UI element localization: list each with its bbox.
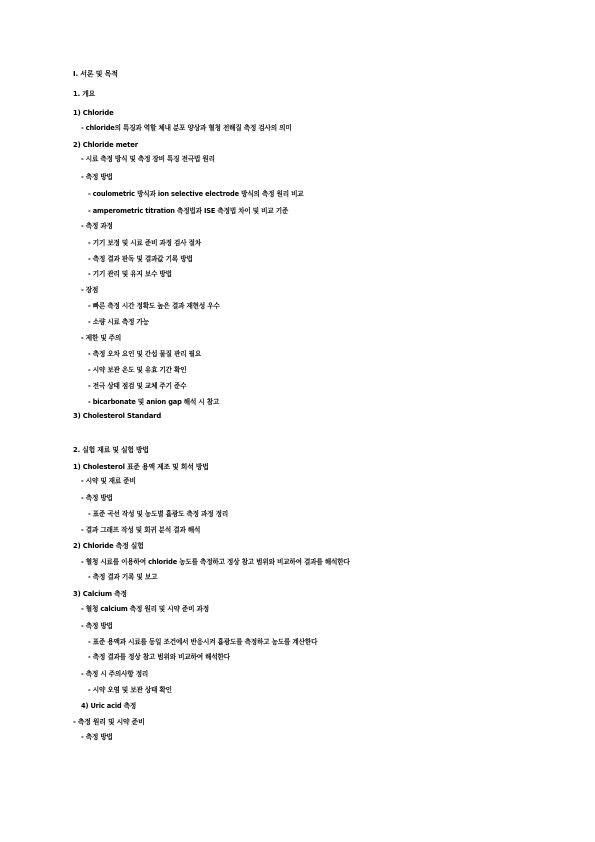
doc-line-bullet: - amperometric titration 측정법과 ISE 측정법 차이 및 비교 기준	[88, 207, 289, 215]
doc-line-bullet: - 측정 결과를 정상 참고 범위와 비교하여 해석한다	[88, 653, 230, 661]
doc-line-bullet: - 빠른 측정 시간 정확도 높은 결과 재현성 우수	[88, 302, 220, 310]
doc-line-bullet: - 시약 보관 온도 및 유효 기간 확인	[88, 366, 187, 374]
doc-line-bullet: - 전극 상태 점검 및 교체 주기 준수	[88, 382, 187, 390]
doc-line-bullet: - 제한 및 주의	[81, 334, 122, 342]
doc-line-bullet: - 혈청 시료를 이용하여 chloride 농도를 측정하고 정상 참고 범위와 비교하여 결과를 해석한다	[81, 558, 350, 566]
doc-line-section: 1. 개요	[73, 90, 96, 98]
doc-line-bullet: - 측정 오차 요인 및 간섭 물질 관리 필요	[88, 350, 202, 358]
doc-line-bullet: - 측정 과정	[81, 222, 113, 230]
doc-line-bullet: - 장점	[81, 286, 99, 294]
doc-line-bullet: - 결과 그래프 작성 및 회귀 분석 결과 해석	[81, 526, 201, 534]
doc-line-bullet: - coulometric 방식과 ion selective electrode 방식의 측정 원리 비교	[88, 190, 304, 198]
doc-line-bullet: - 소량 시료 측정 가능	[88, 318, 149, 326]
doc-line-bullet: - 기기 보정 및 시료 준비 과정 검사 절차	[88, 239, 202, 247]
doc-line-bullet: - 시약 오염 및 보관 상태 확인	[88, 686, 172, 694]
doc-line-bullet	[81, 750, 141, 759]
doc-line-subsection: - 측정 원리 및 시약 준비	[73, 718, 145, 726]
doc-line-bullet: - 측정 결과 기록 및 보고	[88, 573, 158, 581]
doc-line-title: Ⅰ. 서론 및 목적	[73, 70, 118, 78]
doc-line-bullet: - bicarbonate 및 anion gap 해석 시 참고	[88, 398, 220, 406]
doc-line-subsection: 1) Chloride	[73, 109, 114, 117]
doc-line-bullet: - 기기 관리 및 유지 보수 방법	[88, 270, 172, 278]
doc-line-subsection: 1) Cholesterol 표준 용액 제조 및 희석 방법	[73, 463, 209, 471]
doc-line-bullet: - 측정 방법	[81, 733, 113, 741]
doc-line-bullet: - 시료 측정 방식 및 측정 장비 특징 전극법 원리	[81, 155, 215, 163]
doc-line-bullet: - 표준 곡선 작성 및 농도별 흡광도 측정 과정 정리	[88, 510, 229, 518]
doc-line-bullet: - chloride의 특징과 역할 체내 분포 양상과 혈청 전해질 측정 검사의 의미	[81, 124, 292, 132]
doc-line-subsection: 3) Cholesterol Standard	[73, 412, 162, 420]
doc-line-blank	[73, 428, 83, 437]
doc-line-subsection: 2) Chloride meter	[73, 141, 138, 149]
doc-line-subsection: 3) Calcium 측정	[73, 590, 127, 598]
doc-line-bullet: - 측정 방법	[81, 622, 113, 630]
doc-line-bullet: - 측정 결과 판독 및 결과값 기록 방법	[88, 255, 193, 263]
doc-line-subsection: 2) Chloride 측정 실험	[73, 542, 144, 550]
doc-line-bullet: - 시약 및 재료 준비	[81, 477, 136, 485]
doc-line-bullet: 4) Uric acid 측정	[81, 702, 137, 710]
doc-line-section: 2. 실험 재료 및 실험 방법	[73, 446, 149, 454]
doc-line-bullet: - 측정 시 주의사항 정리	[81, 670, 149, 678]
doc-line-bullet: - 혈청 calcium 측정 원리 및 시약 준비 과정	[81, 605, 209, 613]
doc-line-bullet: - 표준 용액과 시료를 동일 조건에서 반응시켜 흡광도를 측정하고 농도를 계산한다	[88, 638, 318, 646]
doc-line-bullet: - 측정 방법	[81, 494, 113, 502]
doc-line-bullet: - 측정 방법	[81, 173, 113, 181]
